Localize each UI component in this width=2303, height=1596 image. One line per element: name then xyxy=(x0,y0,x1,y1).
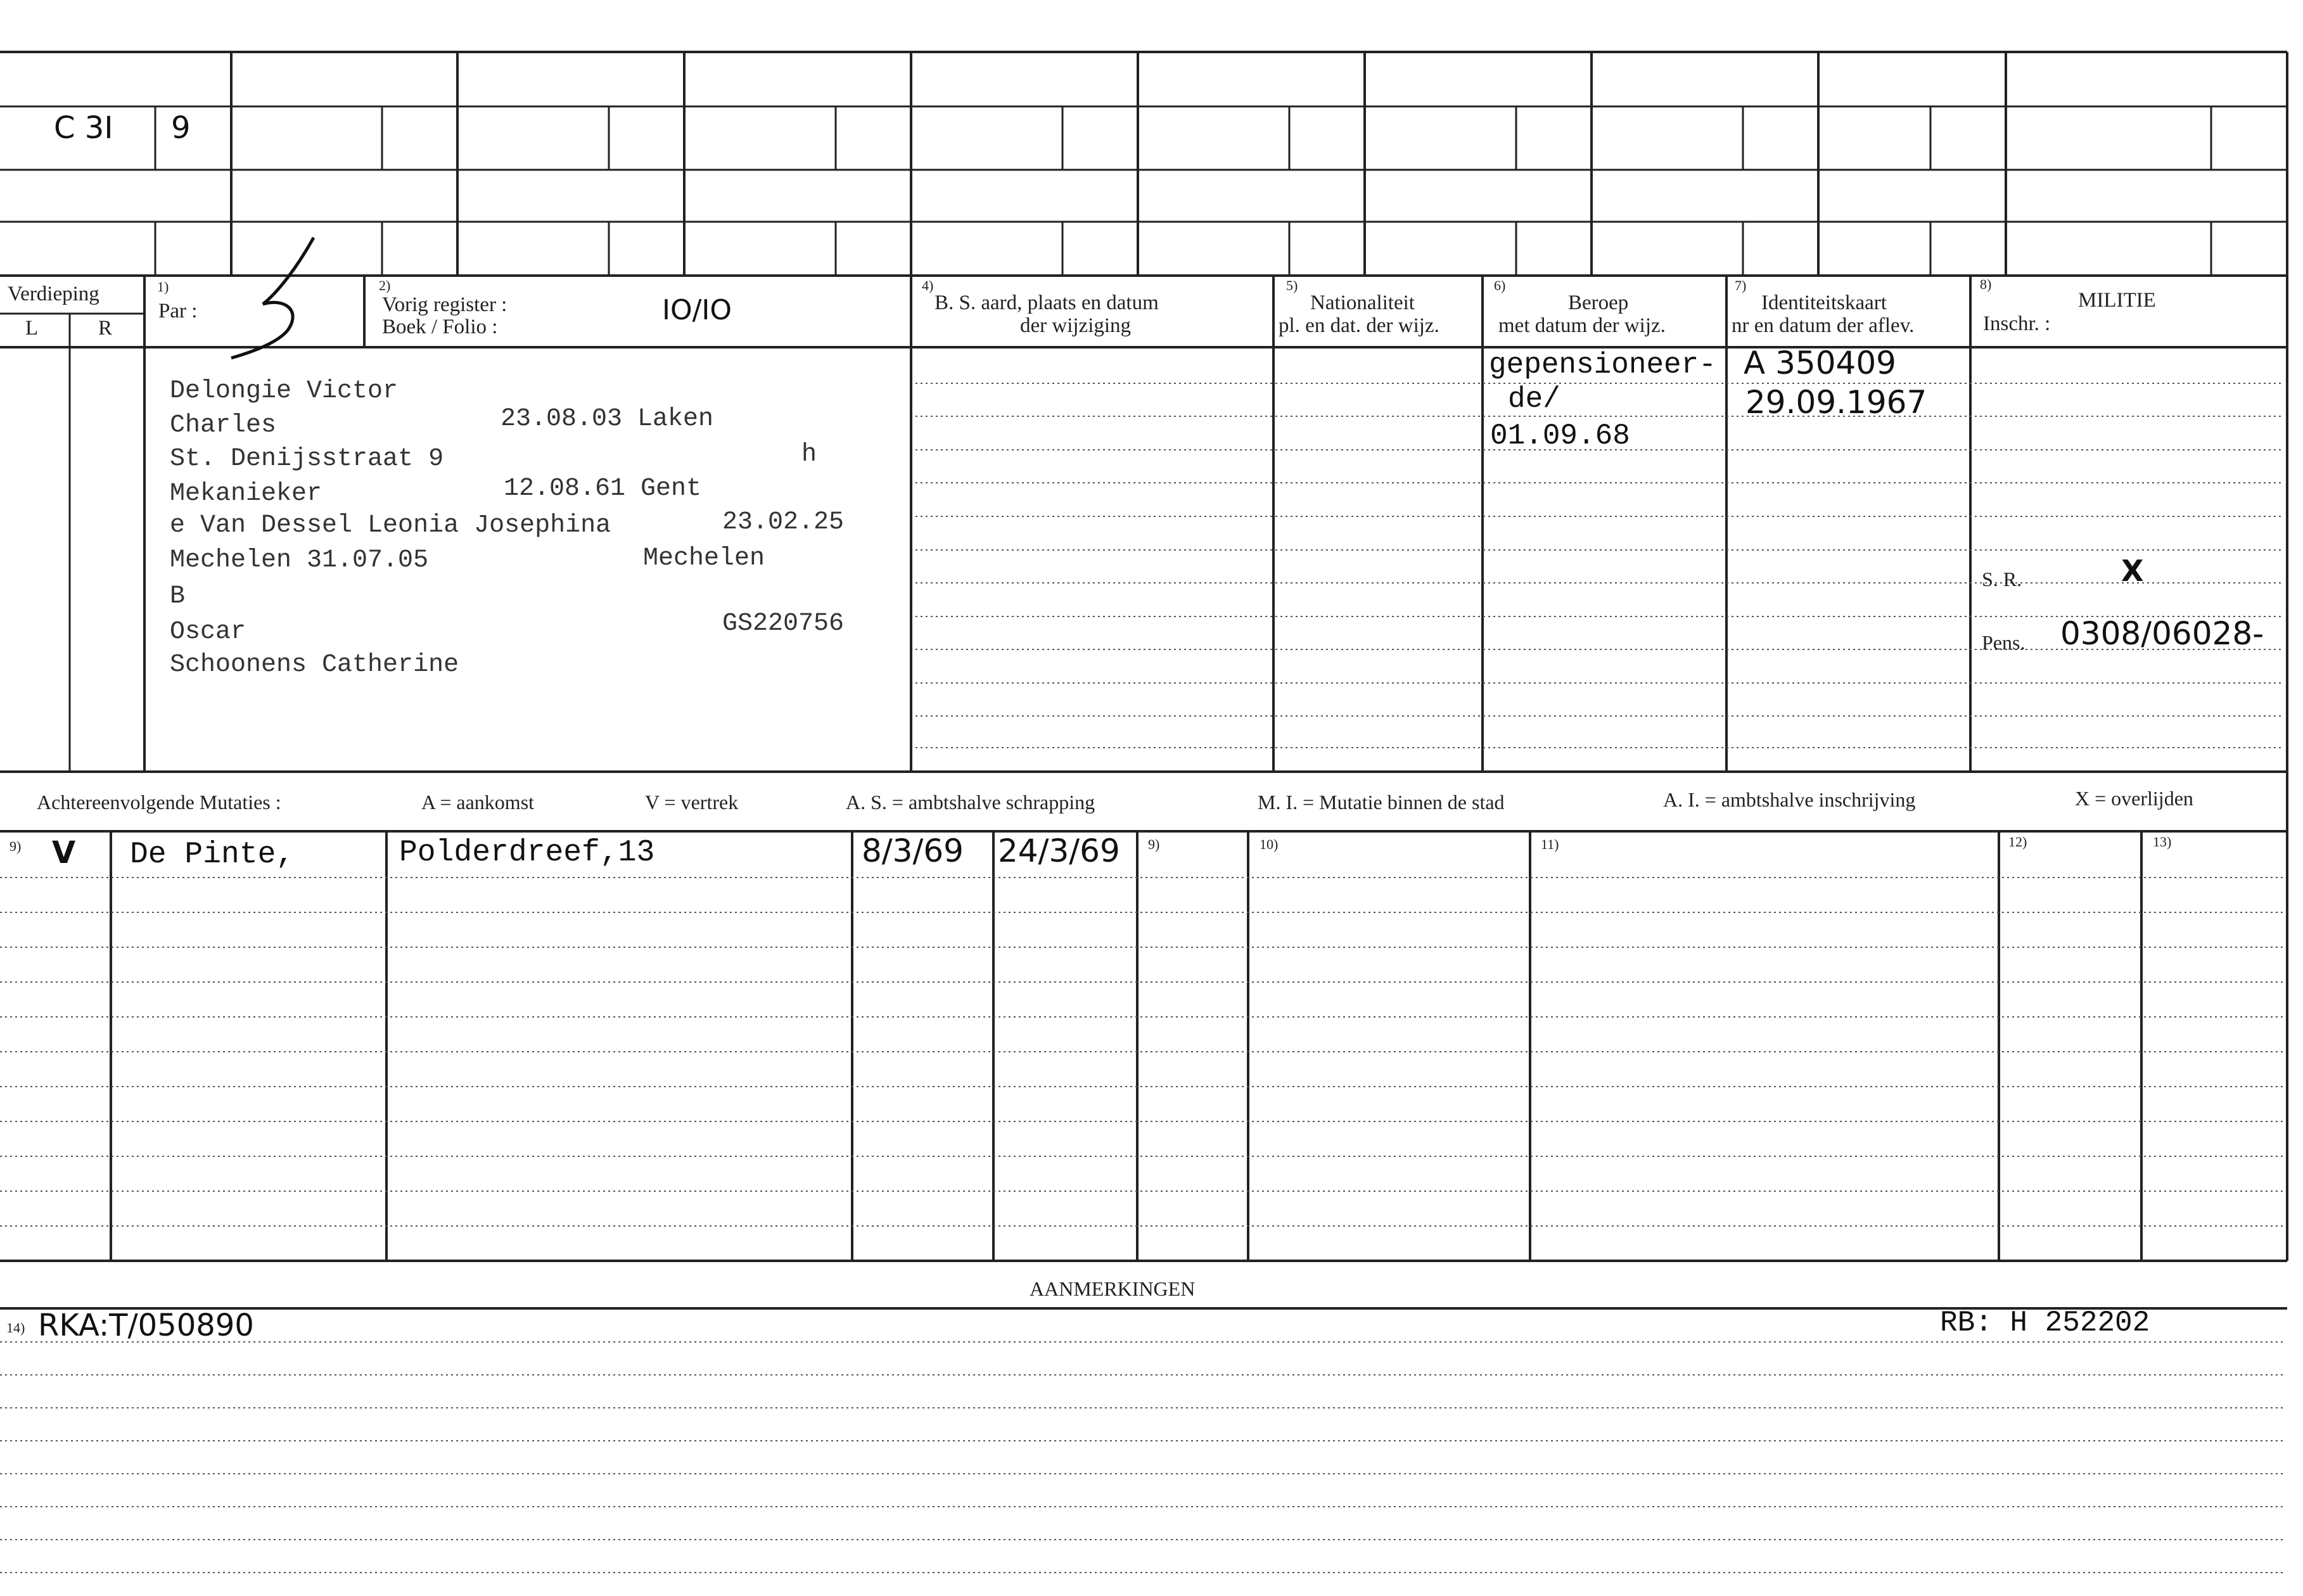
building-code: C 3I xyxy=(54,110,113,146)
mutation-date-1: 8/3/69 xyxy=(862,833,964,869)
inschr-label: Inschr. : xyxy=(1983,312,2051,335)
legend-ambtshalve-schrapping: A. S. = ambtshalve schrapping xyxy=(846,791,1095,814)
person-line-5: e Van Dessel Leonia Josephina xyxy=(170,511,611,540)
boek-folio-value: IO/IO xyxy=(662,294,732,326)
mutation-type: V xyxy=(52,835,76,871)
l-label: L xyxy=(25,317,39,340)
legend-ambtshalve-inschrijving: A. I. = ambtshalve inschrijving xyxy=(1663,788,1916,811)
spouse-birth-date: 23.02.25 xyxy=(722,508,845,537)
person-line-3: St. Denijsstraat 9 xyxy=(170,445,444,473)
nationaliteit-header-line1: Nationaliteit xyxy=(1310,291,1415,314)
person-line-6: Mechelen 31.07.05 xyxy=(170,546,429,575)
beroep-line-1: gepensioneer- xyxy=(1489,348,1716,381)
identiteit-header-line2: nr en datum der aflev. xyxy=(1732,314,1915,337)
person-line-9: Schoonens Catherine xyxy=(170,651,459,679)
col-number-1: 1) xyxy=(157,279,169,295)
remarks-rb: RB: H 252202 xyxy=(1940,1306,2150,1339)
beroep-line-2: de/ xyxy=(1508,383,1560,416)
house-number: 9 xyxy=(171,110,191,146)
bs-header-line1: B. S. aard, plaats en datum xyxy=(935,291,1159,314)
legend-overlijden: X = overlijden xyxy=(2075,787,2193,810)
legend-title: Achtereenvolgende Mutaties : xyxy=(37,791,281,814)
nationaliteit-header-line2: pl. en dat. der wijz. xyxy=(1279,314,1439,337)
person-line-7: B xyxy=(170,582,186,611)
col-number-7: 7) xyxy=(1735,278,1747,293)
identiteit-header-line1: Identiteitskaart xyxy=(1761,291,1887,314)
vorig-register-label: Vorig register : xyxy=(382,293,507,316)
person-line-2: Charles xyxy=(170,411,277,440)
h-mark: h xyxy=(801,440,817,469)
remarks-title: AANMERKINGEN xyxy=(1030,1277,1196,1300)
col-number-6: 6) xyxy=(1494,278,1506,293)
pens-value: 0308/06028- xyxy=(2060,615,2264,652)
mutation-address: Polderdreef,13 xyxy=(399,836,655,870)
legend-vertrek: V = vertrek xyxy=(645,791,739,814)
person-line-4: Mekanieker xyxy=(170,480,322,508)
col-number-5: 5) xyxy=(1286,278,1298,293)
mut-col-number-9b: 9) xyxy=(1148,836,1160,852)
legend-aankomst: A = aankomst xyxy=(421,791,535,814)
beroep-line-3: 01.09.68 xyxy=(1490,419,1630,452)
verdieping-label: Verdieping xyxy=(8,283,99,305)
beroep-header-line1: Beroep xyxy=(1568,291,1629,314)
marriage-date-place: 12.08.61 Gent xyxy=(504,475,702,503)
person-code: GS220756 xyxy=(722,610,845,638)
legend-mutatie-binnen-stad: M. I. = Mutatie binnen de stad xyxy=(1258,791,1505,814)
mut-col-number-11: 11) xyxy=(1541,836,1559,852)
mut-col-number-10: 10) xyxy=(1260,836,1279,852)
bs-header-line2: der wijziging xyxy=(1020,314,1132,337)
col-number-8: 8) xyxy=(1980,276,1992,292)
id-card-date: 29.09.1967 xyxy=(1745,384,1927,421)
col-number-4: 4) xyxy=(922,278,934,293)
beroep-header-line2: met datum der wijz. xyxy=(1498,314,1666,337)
birth-date-place: 23.08.03 Laken xyxy=(501,405,714,433)
mutation-date-2: 24/3/69 xyxy=(998,833,1120,869)
remarks-col-number-14: 14) xyxy=(6,1320,25,1336)
mut-col-number-12: 12) xyxy=(2008,834,2027,850)
person-line-1: Delongie Victor xyxy=(170,377,399,405)
sr-value: X xyxy=(2121,554,2144,588)
par-label: Par : xyxy=(158,300,198,322)
r-label: R xyxy=(98,317,113,340)
mut-col-number-9: 9) xyxy=(10,838,22,854)
militie-header: MILITIE xyxy=(2078,289,2156,312)
remarks-rka: RKA:T/050890 xyxy=(38,1308,254,1343)
id-card-number: A 350409 xyxy=(1744,345,1896,381)
col-number-2: 2) xyxy=(379,278,391,293)
person-line-8: Oscar xyxy=(170,618,246,646)
pens-label: Pens. xyxy=(1982,631,2025,654)
mut-col-number-13: 13) xyxy=(2153,834,2172,850)
spouse-birth-place: Mechelen xyxy=(643,544,765,573)
boek-folio-label: Boek / Folio : xyxy=(382,316,498,338)
par-signature xyxy=(231,238,314,358)
mutation-place: De Pinte, xyxy=(130,838,295,872)
sr-label: S. R. xyxy=(1982,568,2022,591)
